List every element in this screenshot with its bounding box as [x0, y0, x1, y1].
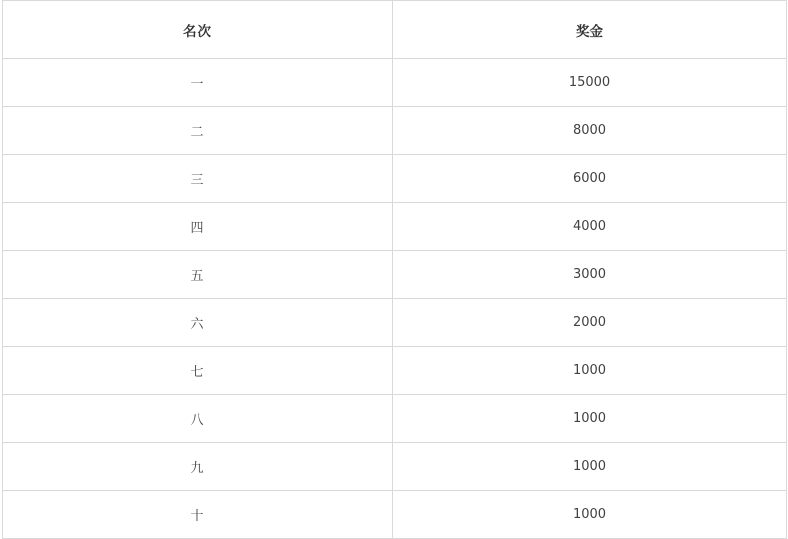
- cell-prize: 8000: [393, 107, 787, 155]
- cell-rank: 九: [3, 443, 393, 491]
- cell-rank: 一: [3, 59, 393, 107]
- cell-rank: 三: [3, 155, 393, 203]
- table-row: [3, 395, 787, 443]
- table-row: [3, 251, 787, 299]
- cell-prize: 4000: [393, 203, 787, 251]
- cell-rank: 五: [3, 251, 393, 299]
- table-header-row: [3, 1, 787, 59]
- cell-rank: 八: [3, 395, 393, 443]
- cell-prize: 1000: [393, 347, 787, 395]
- column-header-rank: 名次: [3, 1, 393, 59]
- column-header-prize: 奖金: [393, 1, 787, 59]
- cell-rank: 二: [3, 107, 393, 155]
- table-row: [3, 443, 787, 491]
- cell-prize: 3000: [393, 251, 787, 299]
- table-row: [3, 203, 787, 251]
- cell-prize: 6000: [393, 155, 787, 203]
- table-row: [3, 491, 787, 539]
- cell-prize: 2000: [393, 299, 787, 347]
- cell-prize: 1000: [393, 491, 787, 539]
- cell-prize: 1000: [393, 443, 787, 491]
- table-row: [3, 299, 787, 347]
- table-row: [3, 347, 787, 395]
- table-body: [3, 59, 787, 539]
- cell-rank: 四: [3, 203, 393, 251]
- cell-prize: 1000: [393, 395, 787, 443]
- cell-rank: 七: [3, 347, 393, 395]
- table-row: [3, 59, 787, 107]
- cell-prize: 15000: [393, 59, 787, 107]
- cell-rank: 十: [3, 491, 393, 539]
- cell-rank: 六: [3, 299, 393, 347]
- prize-table: [2, 0, 787, 539]
- table-row: [3, 107, 787, 155]
- table-row: [3, 155, 787, 203]
- table-header: [3, 1, 787, 59]
